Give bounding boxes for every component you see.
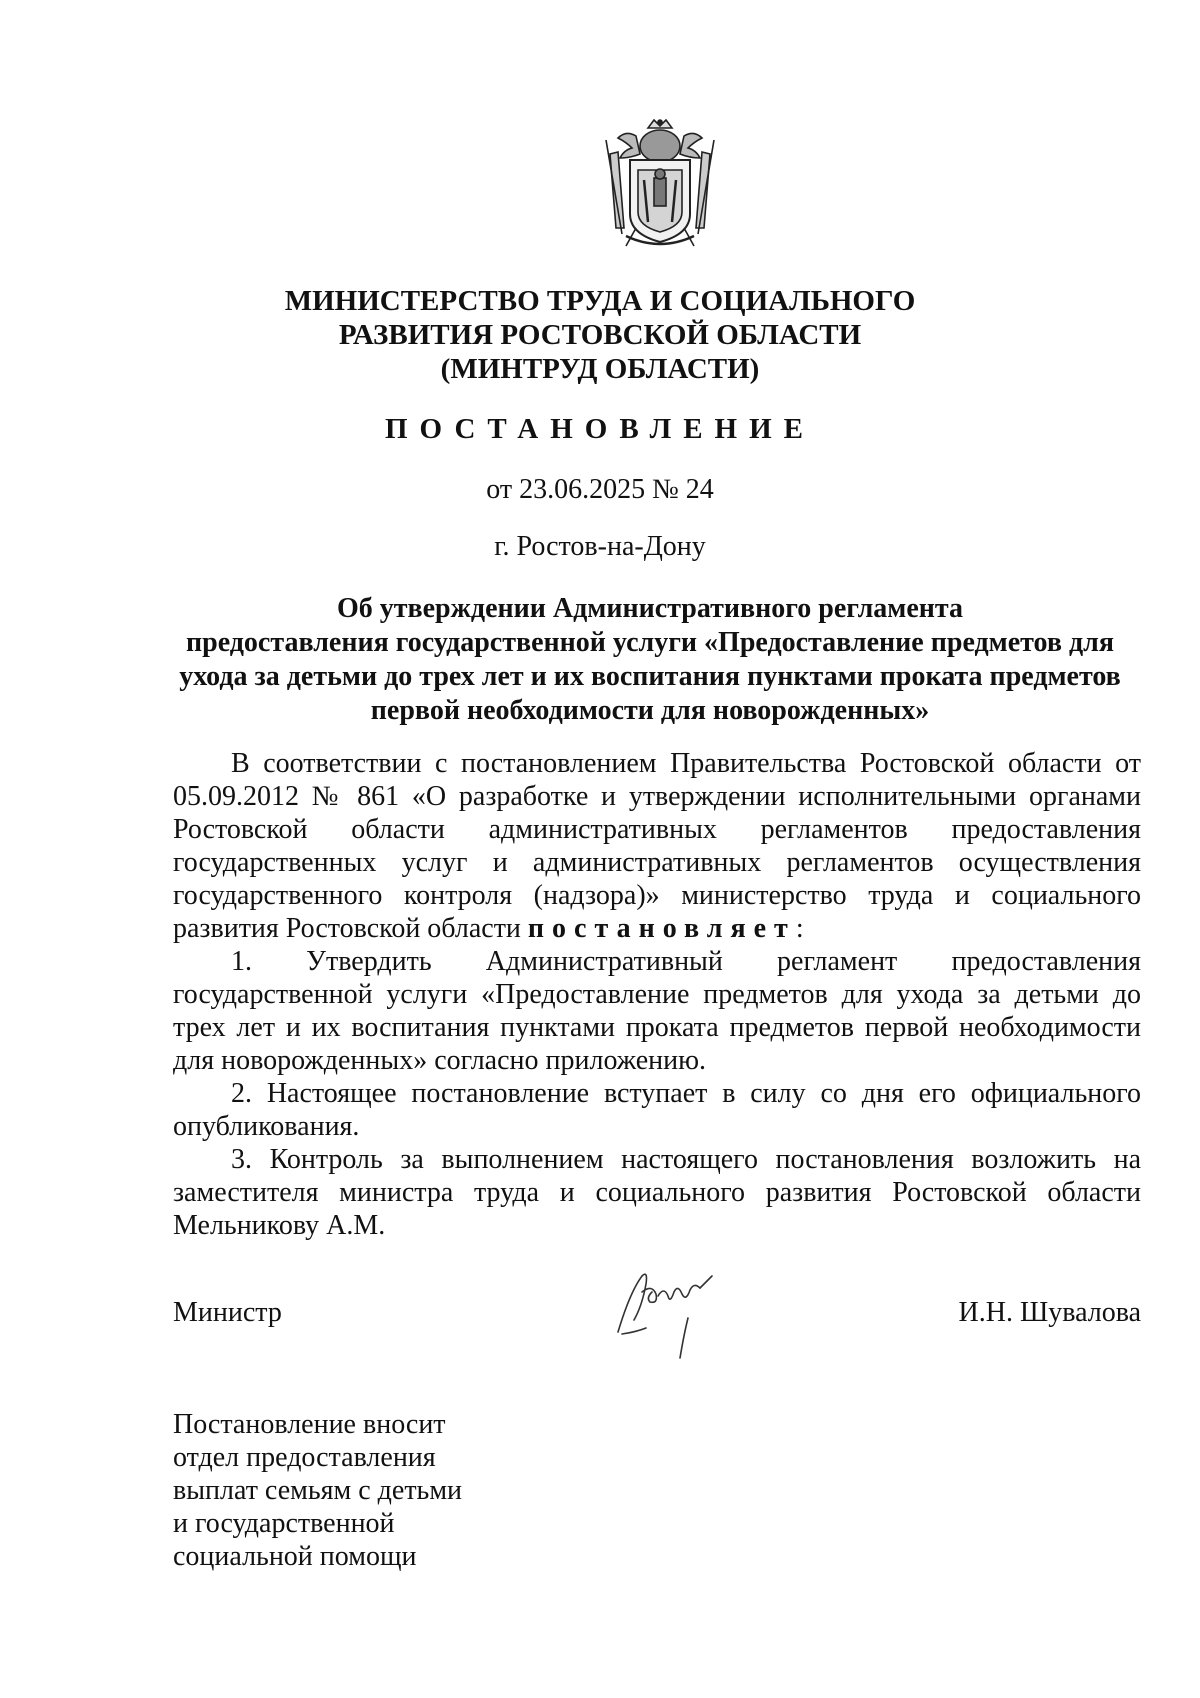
document-city: г. Ростов-на-Дону	[494, 531, 706, 562]
footer-line: и государственной	[173, 1508, 395, 1539]
document-date-number: от 23.06.2025 № 24	[486, 474, 714, 505]
subject-line: предоставления государственной услуги «Предоставление предметов для	[186, 627, 1114, 658]
subject-line: ухода за детьми до трех лет и их воспитания пунктами проката предметов	[179, 661, 1121, 692]
body-intro-text: В соответствии с постановлением Правительства Ростовской области от 05.09.2012 № 861 «О разработке и утверждении исполнительными органами Ростовской области административных регламентов предоставления государственных услуг и административных регламентов осуществления государственного контроля (надзора)» министерство труда и социального развития Ростовской области	[173, 748, 1141, 944]
footer-line: Постановление вносит	[173, 1409, 446, 1440]
body-item-2: 2. Настоящее постановление вступает в силу со дня его официального опубликования.	[173, 1078, 1141, 1142]
body-item-1: 1. Утвердить Административный регламент предоставления государственной услуги «Предоставление предметов для ухода за детьми до трех лет и их воспитания пунктами проката предметов первой необходимости для новорожденных» согласно приложению.	[173, 946, 1141, 1076]
subject-line: первой необходимости для новорожденных»	[370, 695, 930, 726]
footer-line: отдел предоставления	[173, 1442, 436, 1473]
organization-header	[240, 284, 960, 386]
organization-line: (МИНТРУД ОБЛАСТИ)	[440, 353, 760, 385]
handwritten-signature-icon	[612, 1262, 722, 1366]
organization-line: РАЗВИТИЯ РОСТОВСКОЙ ОБЛАСТИ	[338, 319, 862, 351]
document-body	[173, 747, 1141, 1242]
footer-note	[173, 1408, 593, 1573]
document-type-title: ПОСТАНОВЛЕНИЕ	[384, 413, 815, 445]
decree-colon: :	[795, 913, 804, 944]
coat-of-arms-icon	[596, 118, 724, 250]
organization-line: МИНИСТЕРСТВО ТРУДА И СОЦИАЛЬНОГО	[284, 285, 916, 317]
decree-word: постановляет	[527, 913, 796, 944]
document-subject	[168, 592, 1132, 728]
body-intro-paragraph	[173, 747, 1141, 945]
signatory-position: Министр	[173, 1297, 282, 1328]
footer-line: социальной помощи	[173, 1541, 417, 1572]
footer-line: выплат семьям с детьми	[173, 1475, 463, 1506]
subject-line: Об утверждении Административного регламента	[336, 593, 964, 624]
body-item-3: 3. Контроль за выполнением настоящего постановления возложить на заместителя министра труда и социального развития Ростовской области Мельникову А.М.	[173, 1144, 1141, 1241]
signatory-name: И.Н. Шувалова	[958, 1297, 1141, 1328]
